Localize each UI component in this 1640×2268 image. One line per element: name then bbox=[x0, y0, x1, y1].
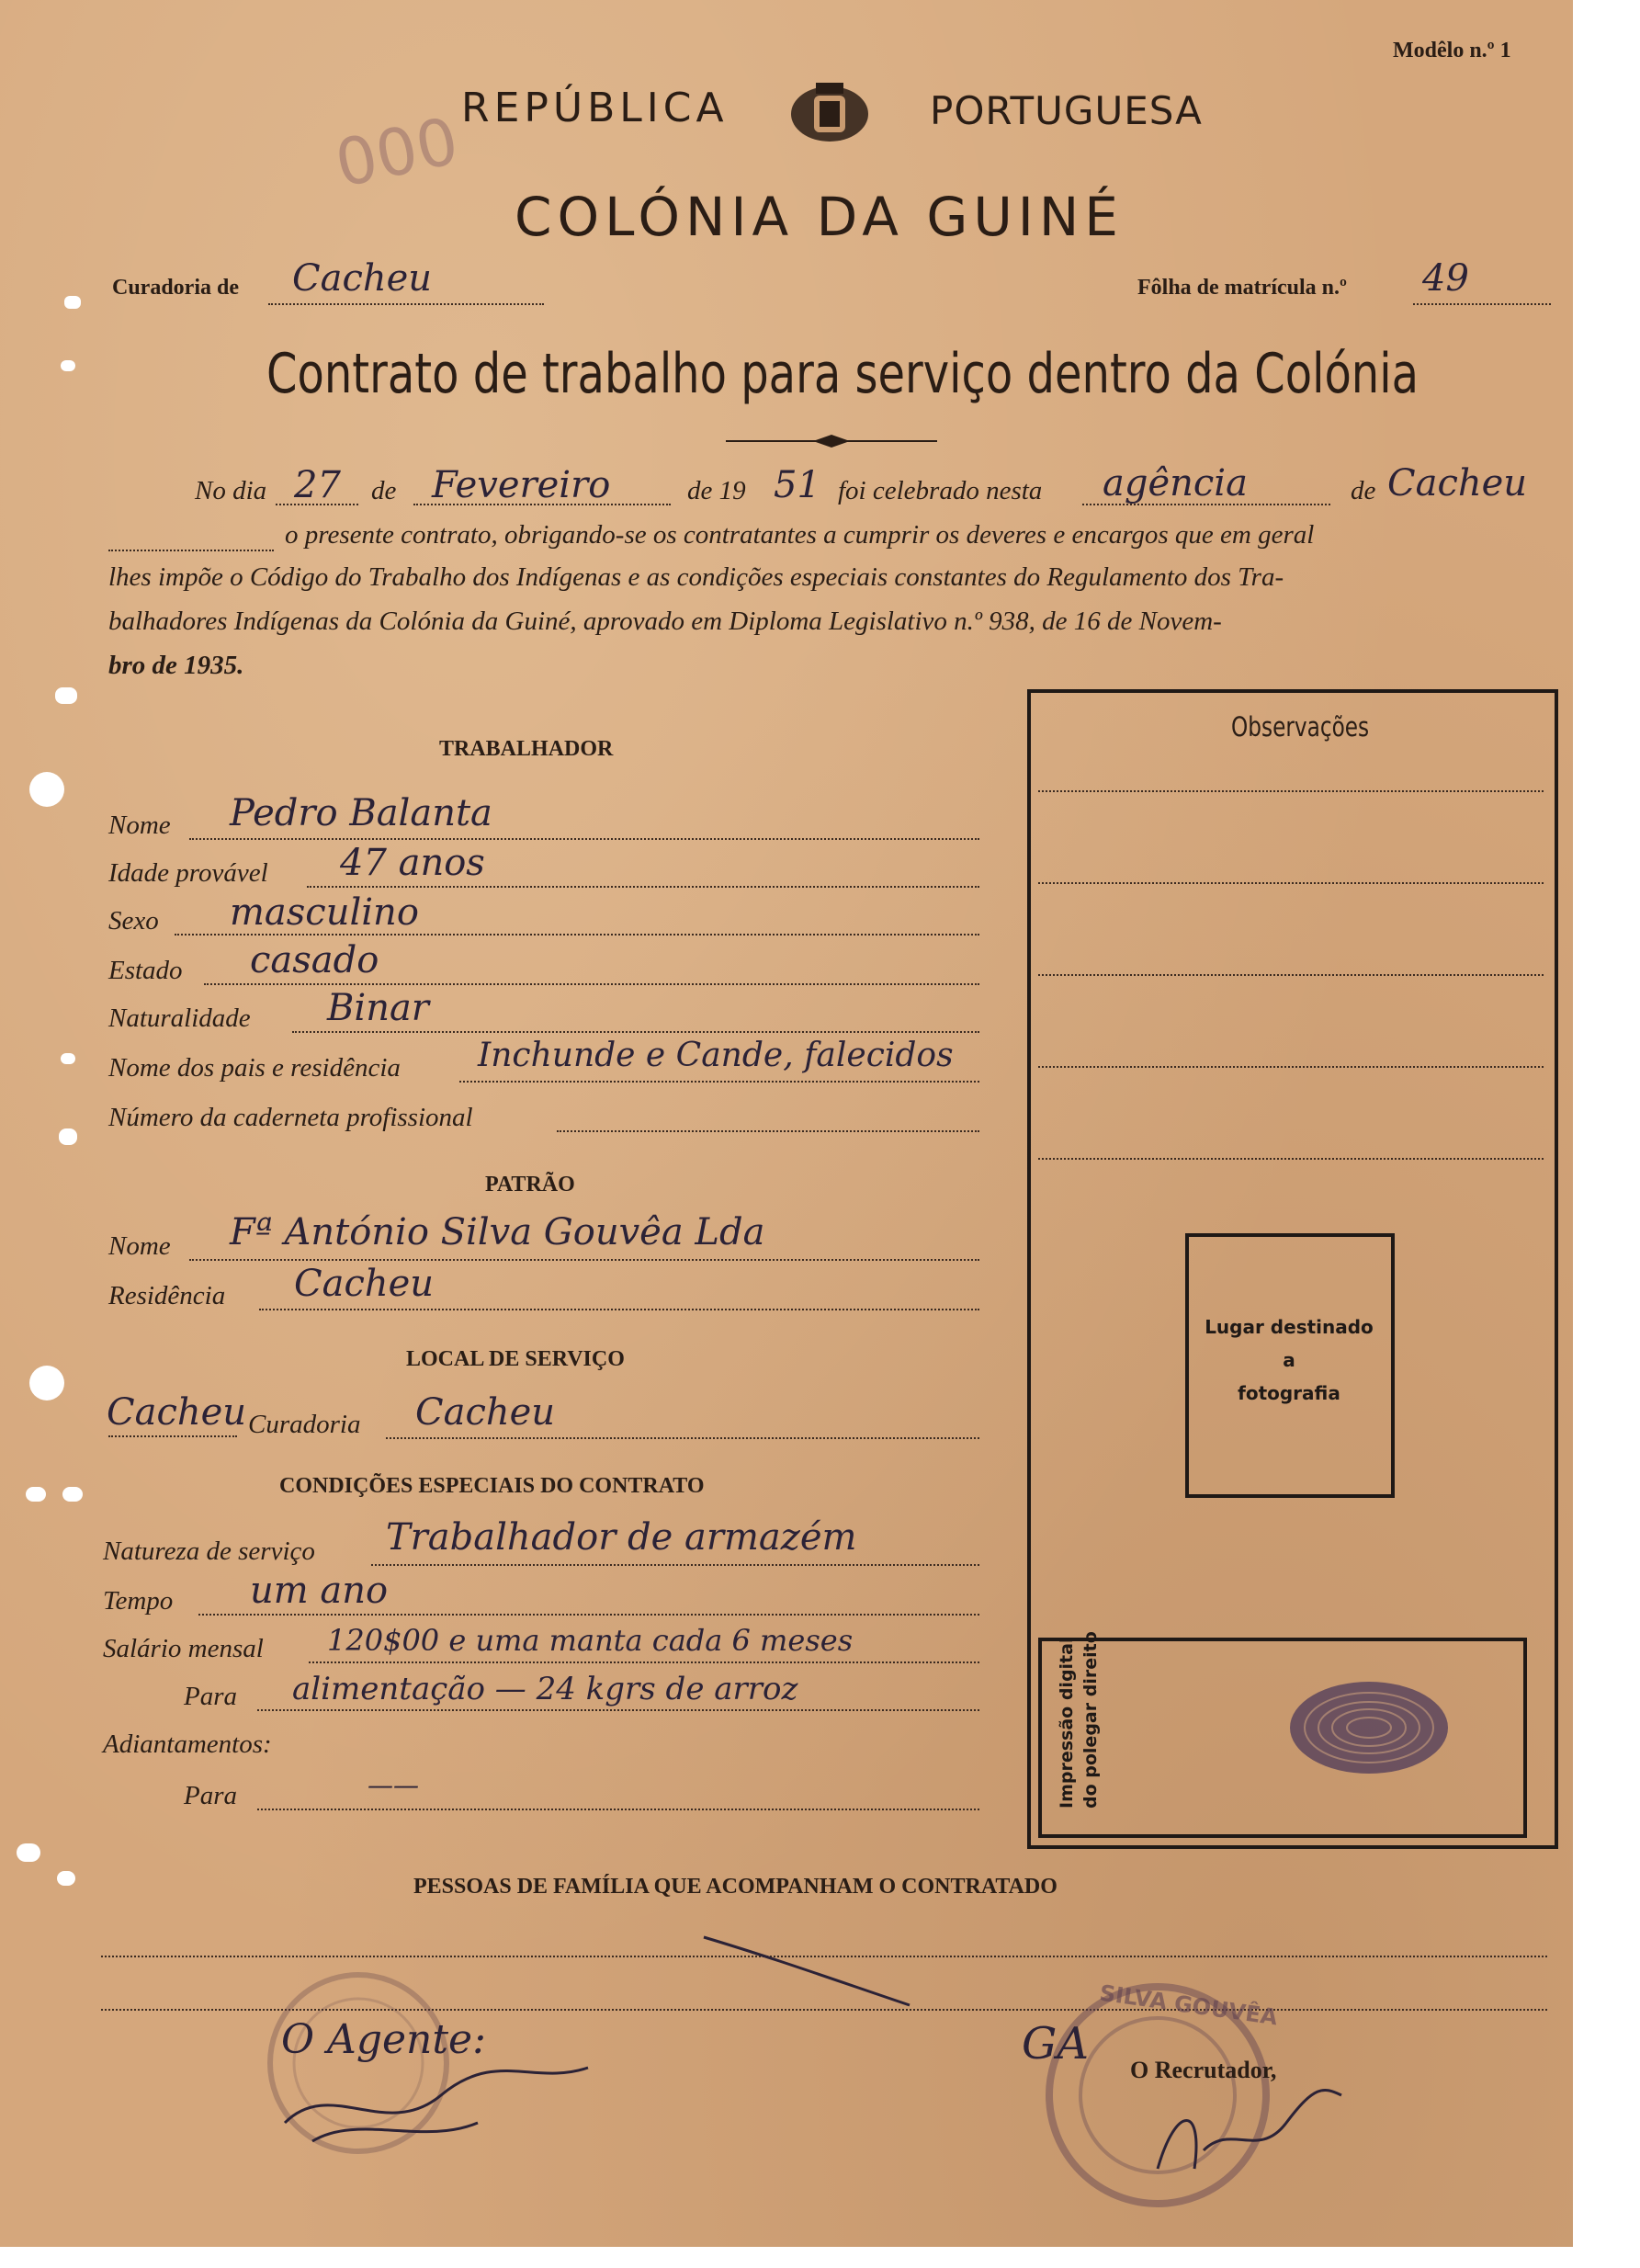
cond-label-para2: Para bbox=[184, 1781, 237, 1810]
intro-place: agência bbox=[1103, 462, 1248, 505]
curadoria-label: Curadoria de bbox=[112, 276, 239, 300]
intro-month: Fevereiro bbox=[432, 464, 611, 506]
paper-tear bbox=[62, 1487, 83, 1502]
paper-tear bbox=[17, 1843, 40, 1862]
ornament-divider bbox=[726, 432, 937, 450]
cond-line-para1 bbox=[257, 1709, 979, 1711]
trab-value-sexo: masculino bbox=[230, 891, 419, 934]
intro-line4: balhadores Indígenas da Colónia da Guiné, aprovado em Diploma Legislativo n.º 938, de 16 de Novem- bbox=[108, 607, 1222, 636]
paper-tear bbox=[59, 1128, 77, 1145]
coat-of-arms-icon bbox=[779, 75, 880, 149]
patrao-label-residencia: Residência bbox=[108, 1281, 226, 1310]
punch-hole bbox=[29, 1366, 64, 1400]
trab-label-estado: Estado bbox=[108, 956, 183, 985]
cond-label-salario: Salário mensal bbox=[103, 1634, 264, 1663]
local-heading: LOCAL DE SERVIÇO bbox=[406, 1347, 625, 1371]
cond-line-tempo bbox=[198, 1614, 979, 1616]
trab-label-nome: Nome bbox=[108, 811, 171, 840]
trab-value-estado: casado bbox=[250, 939, 379, 981]
intro-line2-dots bbox=[108, 550, 274, 551]
paper-tear bbox=[61, 1053, 75, 1064]
thumb-caption-1: Impressão digital bbox=[1057, 1637, 1077, 1809]
trab-value-idade: 47 anos bbox=[340, 842, 485, 884]
colony-title: COLÓNIA DA GUINÉ bbox=[515, 186, 1124, 248]
recruiter-label: O Recrutador, bbox=[1130, 2057, 1277, 2083]
model-number: Modêlo n.º 1 bbox=[1393, 39, 1511, 62]
local-curadoria-label: Curadoria bbox=[248, 1410, 361, 1439]
intro-line3: lhes impõe o Código do Trabalho dos Indígenas e as condições especiais constantes do Regulamento dos Tra- bbox=[108, 562, 1284, 592]
cancel-stroke bbox=[698, 1930, 919, 2013]
trab-value-nome: Pedro Balanta bbox=[230, 792, 492, 834]
contract-title: Contrato de trabalho para serviço dentro da Colónia bbox=[266, 342, 1419, 406]
trab-label-sexo: Sexo bbox=[108, 906, 159, 936]
cond-value-natureza: Trabalhador de armazém bbox=[386, 1516, 857, 1559]
paper-tear bbox=[55, 687, 77, 704]
trabalhador-heading: TRABALHADOR bbox=[439, 737, 614, 761]
obs-line-5 bbox=[1038, 1158, 1544, 1160]
trab-line-pais bbox=[459, 1081, 979, 1083]
patrao-label-nome: Nome bbox=[108, 1231, 171, 1261]
patrao-heading: PATRÃO bbox=[485, 1173, 575, 1196]
trab-label-caderneta: Número da caderneta profissional bbox=[108, 1103, 473, 1132]
republic-right: PORTUGUESA bbox=[930, 88, 1203, 133]
cond-label-natureza: Natureza de serviço bbox=[103, 1537, 315, 1566]
obs-line-3 bbox=[1038, 974, 1544, 976]
intro-line5: bro de 1935. bbox=[108, 651, 244, 680]
trab-line-nome bbox=[189, 838, 979, 840]
cond-label-adiantamentos: Adiantamentos: bbox=[103, 1729, 272, 1759]
trab-line-naturalidade bbox=[292, 1031, 979, 1033]
photo-caption-1: Lugar destinado bbox=[1205, 1316, 1374, 1338]
paper-tear bbox=[57, 1871, 75, 1886]
intro-de-year: de 19 bbox=[687, 476, 746, 505]
intro-line2: o presente contrato, obrigando-se os contratantes a cumprir os deveres e encargos que em geral bbox=[285, 520, 1315, 550]
intro-place2: Cacheu bbox=[1387, 462, 1528, 505]
trab-label-naturalidade: Naturalidade bbox=[108, 1004, 251, 1033]
republic-left: REPÚBLICA bbox=[461, 85, 729, 131]
local-place-line bbox=[108, 1435, 237, 1437]
trab-line-estado bbox=[204, 983, 979, 985]
condicoes-heading: CONDIÇÕES ESPECIAIS DO CONTRATO bbox=[279, 1474, 705, 1498]
patrao-value-nome: Fª António Silva Gouvêa Lda bbox=[230, 1211, 765, 1253]
patrao-value-residencia: Cacheu bbox=[294, 1263, 435, 1305]
local-curadoria-line bbox=[386, 1437, 979, 1439]
photo-caption-2: a bbox=[1283, 1349, 1295, 1371]
cond-label-tempo: Tempo bbox=[103, 1586, 174, 1616]
obs-line-4 bbox=[1038, 1066, 1544, 1068]
intro-celebrado: foi celebrado nesta bbox=[838, 476, 1043, 505]
local-curadoria-value: Cacheu bbox=[415, 1391, 556, 1434]
trab-value-naturalidade: Binar bbox=[327, 987, 429, 1029]
trab-line-idade bbox=[307, 886, 979, 888]
trab-line-sexo bbox=[175, 934, 979, 936]
paper-tear bbox=[26, 1487, 46, 1502]
intro-de2: de bbox=[1351, 476, 1376, 505]
company-stamp-text: SILVA GOUVÊA bbox=[1098, 1979, 1280, 2031]
thumbprint-icon bbox=[1282, 1673, 1456, 1783]
agent-signature: O Agente: bbox=[281, 2016, 486, 2063]
initials-mark: GA bbox=[1022, 2018, 1090, 2070]
cond-line-para2 bbox=[257, 1809, 979, 1810]
intro-year: 51 bbox=[774, 464, 820, 506]
folha-value: 49 bbox=[1422, 257, 1469, 300]
folha-label: Fôlha de matrícula n.º bbox=[1137, 276, 1347, 300]
faint-stamp: 000 bbox=[328, 103, 465, 202]
obs-line-1 bbox=[1038, 790, 1544, 792]
cond-line-salario bbox=[309, 1661, 979, 1663]
obs-line-2 bbox=[1038, 882, 1544, 884]
local-place: Cacheu bbox=[107, 1391, 247, 1434]
recruiter-signature bbox=[1139, 2068, 1351, 2187]
curadoria-line bbox=[268, 303, 544, 305]
agent-scribble bbox=[276, 2058, 606, 2150]
paper-tear bbox=[64, 296, 81, 309]
patrao-line-nome bbox=[189, 1259, 979, 1261]
family-heading: PESSOAS DE FAMÍLIA QUE ACOMPANHAM O CONTRATADO bbox=[413, 1875, 1058, 1899]
patrao-line-residencia bbox=[259, 1309, 979, 1310]
cond-value-salario: 120$00 e uma manta cada 6 meses bbox=[327, 1623, 854, 1658]
punch-hole bbox=[29, 772, 64, 807]
trab-value-pais: Inchunde e Cande, falecidos bbox=[478, 1037, 954, 1074]
trab-label-pais: Nome dos pais e residência bbox=[108, 1053, 401, 1083]
cond-line-natureza bbox=[371, 1564, 979, 1566]
intro-de1: de bbox=[371, 476, 397, 505]
folha-line bbox=[1413, 303, 1551, 305]
trab-label-idade: Idade provável bbox=[108, 858, 268, 888]
cond-value-tempo: um ano bbox=[250, 1570, 389, 1612]
cond-label-para1: Para bbox=[184, 1682, 237, 1711]
intro-no-dia: No dia bbox=[195, 476, 267, 505]
thumb-caption-2: do polegar direito bbox=[1080, 1631, 1101, 1809]
trab-line-caderneta bbox=[557, 1130, 979, 1132]
cond-value-para2: —— bbox=[368, 1770, 419, 1800]
observations-title: Observações bbox=[1231, 711, 1370, 743]
curadoria-value: Cacheu bbox=[292, 257, 433, 300]
intro-day: 27 bbox=[294, 464, 341, 506]
cond-value-para1: alimentação — 24 kgrs de arroz bbox=[292, 1671, 798, 1707]
photo-caption-3: fotografia bbox=[1238, 1382, 1340, 1404]
paper-tear bbox=[61, 360, 75, 371]
